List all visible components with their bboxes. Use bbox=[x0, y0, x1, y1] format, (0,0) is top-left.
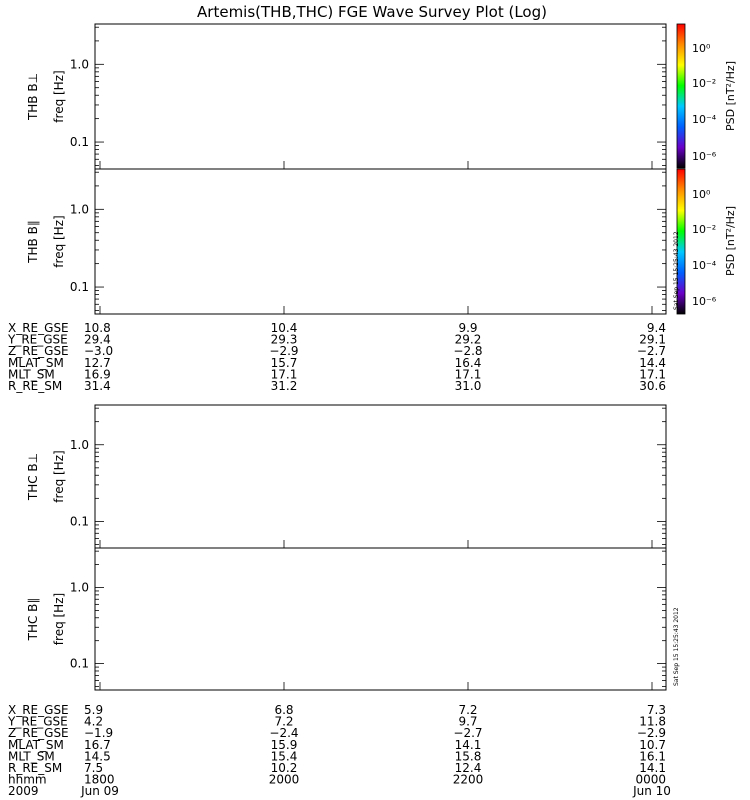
ephem-value: 2000 bbox=[268, 772, 300, 787]
y-tick-label: 0.1 bbox=[69, 656, 89, 671]
ephem-value: 15.8 bbox=[454, 749, 482, 764]
timestamp-top: Sat Sep 15 15:25:43 2012 bbox=[673, 231, 680, 310]
ephem-value: 7.2 bbox=[458, 703, 478, 717]
colorbar-tick-label: 10⁻⁶ bbox=[692, 150, 717, 163]
y-axis-label: freq [Hz] bbox=[52, 70, 66, 123]
ephem-value: 16.1 bbox=[639, 749, 666, 764]
ephem-value: 10.8 bbox=[84, 321, 111, 335]
y-axis-label: freq [Hz] bbox=[52, 215, 66, 268]
colorbar-thb-par bbox=[677, 169, 737, 314]
ephem-value: −2.7 bbox=[636, 344, 666, 359]
panel-label: THB B⊥ bbox=[26, 72, 40, 121]
y-tick-label: 1.0 bbox=[69, 202, 89, 217]
ephem-value: 14.1 bbox=[454, 737, 482, 752]
colorbar-gradient bbox=[677, 24, 685, 168]
ephem-row-name: R_RE_SM bbox=[8, 761, 63, 775]
ephem-value: 31.4 bbox=[84, 379, 111, 393]
colorbar-tick-label: 10⁻² bbox=[692, 77, 717, 90]
ephem-value: 29.3 bbox=[270, 332, 298, 347]
colorbar-label: PSD [nT²/Hz] bbox=[724, 205, 737, 277]
ephem-value: 31.2 bbox=[270, 379, 298, 393]
y-tick-label: 0.1 bbox=[69, 135, 89, 150]
panel-label: THC B∥ bbox=[26, 597, 40, 641]
ephem-value: 15.7 bbox=[270, 355, 298, 370]
colorbar-tick-label: 10⁰ bbox=[692, 188, 711, 201]
ephem-value: 16.9 bbox=[84, 367, 111, 382]
ephem-row-name: Y_RE_GSE bbox=[8, 332, 68, 347]
ephem-row-name: Z_RE_GSE bbox=[8, 726, 69, 741]
ephem-row-name: MLT_SM bbox=[8, 749, 55, 764]
ephem-value: −2.8 bbox=[453, 344, 483, 359]
panel-frame bbox=[95, 548, 666, 690]
ephemeris-thc bbox=[7, 703, 666, 787]
ephem-value: 4.2 bbox=[84, 714, 104, 729]
ephem-row-name: X_RE_GSE bbox=[8, 321, 69, 335]
ephemeris-thb bbox=[7, 321, 666, 393]
ephem-value: 9.9 bbox=[458, 321, 478, 335]
ephem-value: −2.7 bbox=[453, 726, 483, 741]
ephem-value: 14.4 bbox=[639, 355, 666, 370]
y-tick-label: 1.0 bbox=[69, 57, 89, 72]
y-tick-label: 0.1 bbox=[69, 514, 89, 529]
timestamp-bottom: Sat Sep 15 15:25:43 2012 bbox=[673, 607, 680, 686]
ephem-value: 29.1 bbox=[639, 332, 666, 347]
ephem-row-name: Y_RE_GSE bbox=[8, 714, 68, 729]
ephem-value: 16.7 bbox=[84, 737, 111, 752]
ephem-value: 17.1 bbox=[454, 367, 482, 382]
panel-frame bbox=[95, 405, 666, 548]
date-label: Jun 10 bbox=[633, 784, 671, 798]
y-tick-label: 1.0 bbox=[69, 580, 89, 595]
ephem-value: −2.9 bbox=[636, 726, 666, 741]
ephem-row-name: MLAT_SM bbox=[8, 355, 64, 370]
ephem-value: 10.4 bbox=[270, 321, 298, 335]
ephem-value: 12.7 bbox=[84, 355, 111, 370]
ephem-row-name: MLAT_SM bbox=[8, 737, 64, 752]
ephem-value: −2.9 bbox=[269, 344, 299, 359]
y-axis-label: freq [Hz] bbox=[52, 592, 66, 646]
ephem-row-name: Z_RE_GSE bbox=[8, 344, 69, 359]
ephem-value: 12.4 bbox=[454, 761, 482, 775]
ephem-value: 16.4 bbox=[454, 355, 482, 370]
ephem-row-name: R_RE_SM bbox=[8, 379, 63, 393]
colorbar-label: PSD [nT²/Hz] bbox=[724, 60, 737, 132]
panel-label: THB B∥ bbox=[26, 220, 40, 263]
date-label: Jun 09 bbox=[81, 784, 119, 798]
ephem-value: 10.2 bbox=[270, 761, 298, 775]
date-row bbox=[8, 784, 671, 798]
spectrogram-panel bbox=[26, 169, 666, 314]
y-tick-label: 1.0 bbox=[69, 437, 89, 452]
ephem-row-name: hhmm bbox=[8, 772, 47, 787]
spectrogram-panel bbox=[26, 405, 666, 548]
ephem-row-name: MLT_SM bbox=[8, 367, 55, 382]
ephem-value: 7.5 bbox=[84, 761, 104, 775]
colorbar-tick-label: 10⁻² bbox=[692, 223, 717, 236]
ephem-value: 29.4 bbox=[84, 332, 111, 347]
plot-title: Artemis(THB,THC) FGE Wave Survey Plot (Log) bbox=[197, 3, 547, 21]
ephem-value: 30.6 bbox=[639, 379, 666, 393]
ephem-value: 6.8 bbox=[274, 703, 294, 717]
colorbar-tick-label: 10⁻⁴ bbox=[692, 113, 717, 126]
ephem-value: 5.9 bbox=[84, 703, 104, 717]
ephem-value: 7.2 bbox=[274, 714, 294, 729]
y-axis-label: freq [Hz] bbox=[52, 450, 66, 503]
date-year: 2009 bbox=[8, 784, 39, 798]
spectrogram-panel bbox=[26, 24, 666, 169]
ephem-value: 17.1 bbox=[639, 367, 666, 382]
ephem-value: 15.4 bbox=[270, 749, 298, 764]
spectrogram-panel bbox=[26, 548, 666, 690]
colorbar-thb-perp bbox=[677, 24, 737, 168]
colorbar-tick-label: 10⁻⁶ bbox=[692, 295, 717, 308]
ephem-value: 10.7 bbox=[639, 737, 666, 752]
ephem-value: 11.8 bbox=[639, 714, 666, 729]
colorbar-tick-label: 10⁰ bbox=[692, 42, 711, 55]
ephem-value: −2.4 bbox=[269, 726, 299, 741]
ephem-value: 29.2 bbox=[454, 332, 482, 347]
ephem-value: 31.0 bbox=[454, 379, 482, 393]
ephem-value: 2200 bbox=[452, 772, 484, 787]
ephem-value: 1800 bbox=[84, 772, 115, 787]
ephem-value: 17.1 bbox=[270, 367, 298, 382]
ephem-value: −3.0 bbox=[84, 344, 114, 359]
panel-frame bbox=[95, 169, 666, 314]
ephem-value: 7.3 bbox=[646, 703, 666, 717]
ephem-value: 0000 bbox=[635, 772, 666, 787]
ephem-value: 14.5 bbox=[84, 749, 111, 764]
panel-label: THC B⊥ bbox=[26, 452, 40, 501]
ephem-value: 9.4 bbox=[646, 321, 666, 335]
ephem-value: −1.9 bbox=[84, 726, 114, 741]
ephem-row-name: X_RE_GSE bbox=[8, 703, 69, 717]
panel-frame bbox=[95, 24, 666, 169]
y-tick-label: 0.1 bbox=[69, 280, 89, 295]
colorbar-tick-label: 10⁻⁴ bbox=[692, 259, 717, 272]
ephem-value: 9.7 bbox=[458, 714, 478, 729]
ephem-value: 15.9 bbox=[270, 737, 298, 752]
ephem-value: 14.1 bbox=[639, 761, 666, 775]
